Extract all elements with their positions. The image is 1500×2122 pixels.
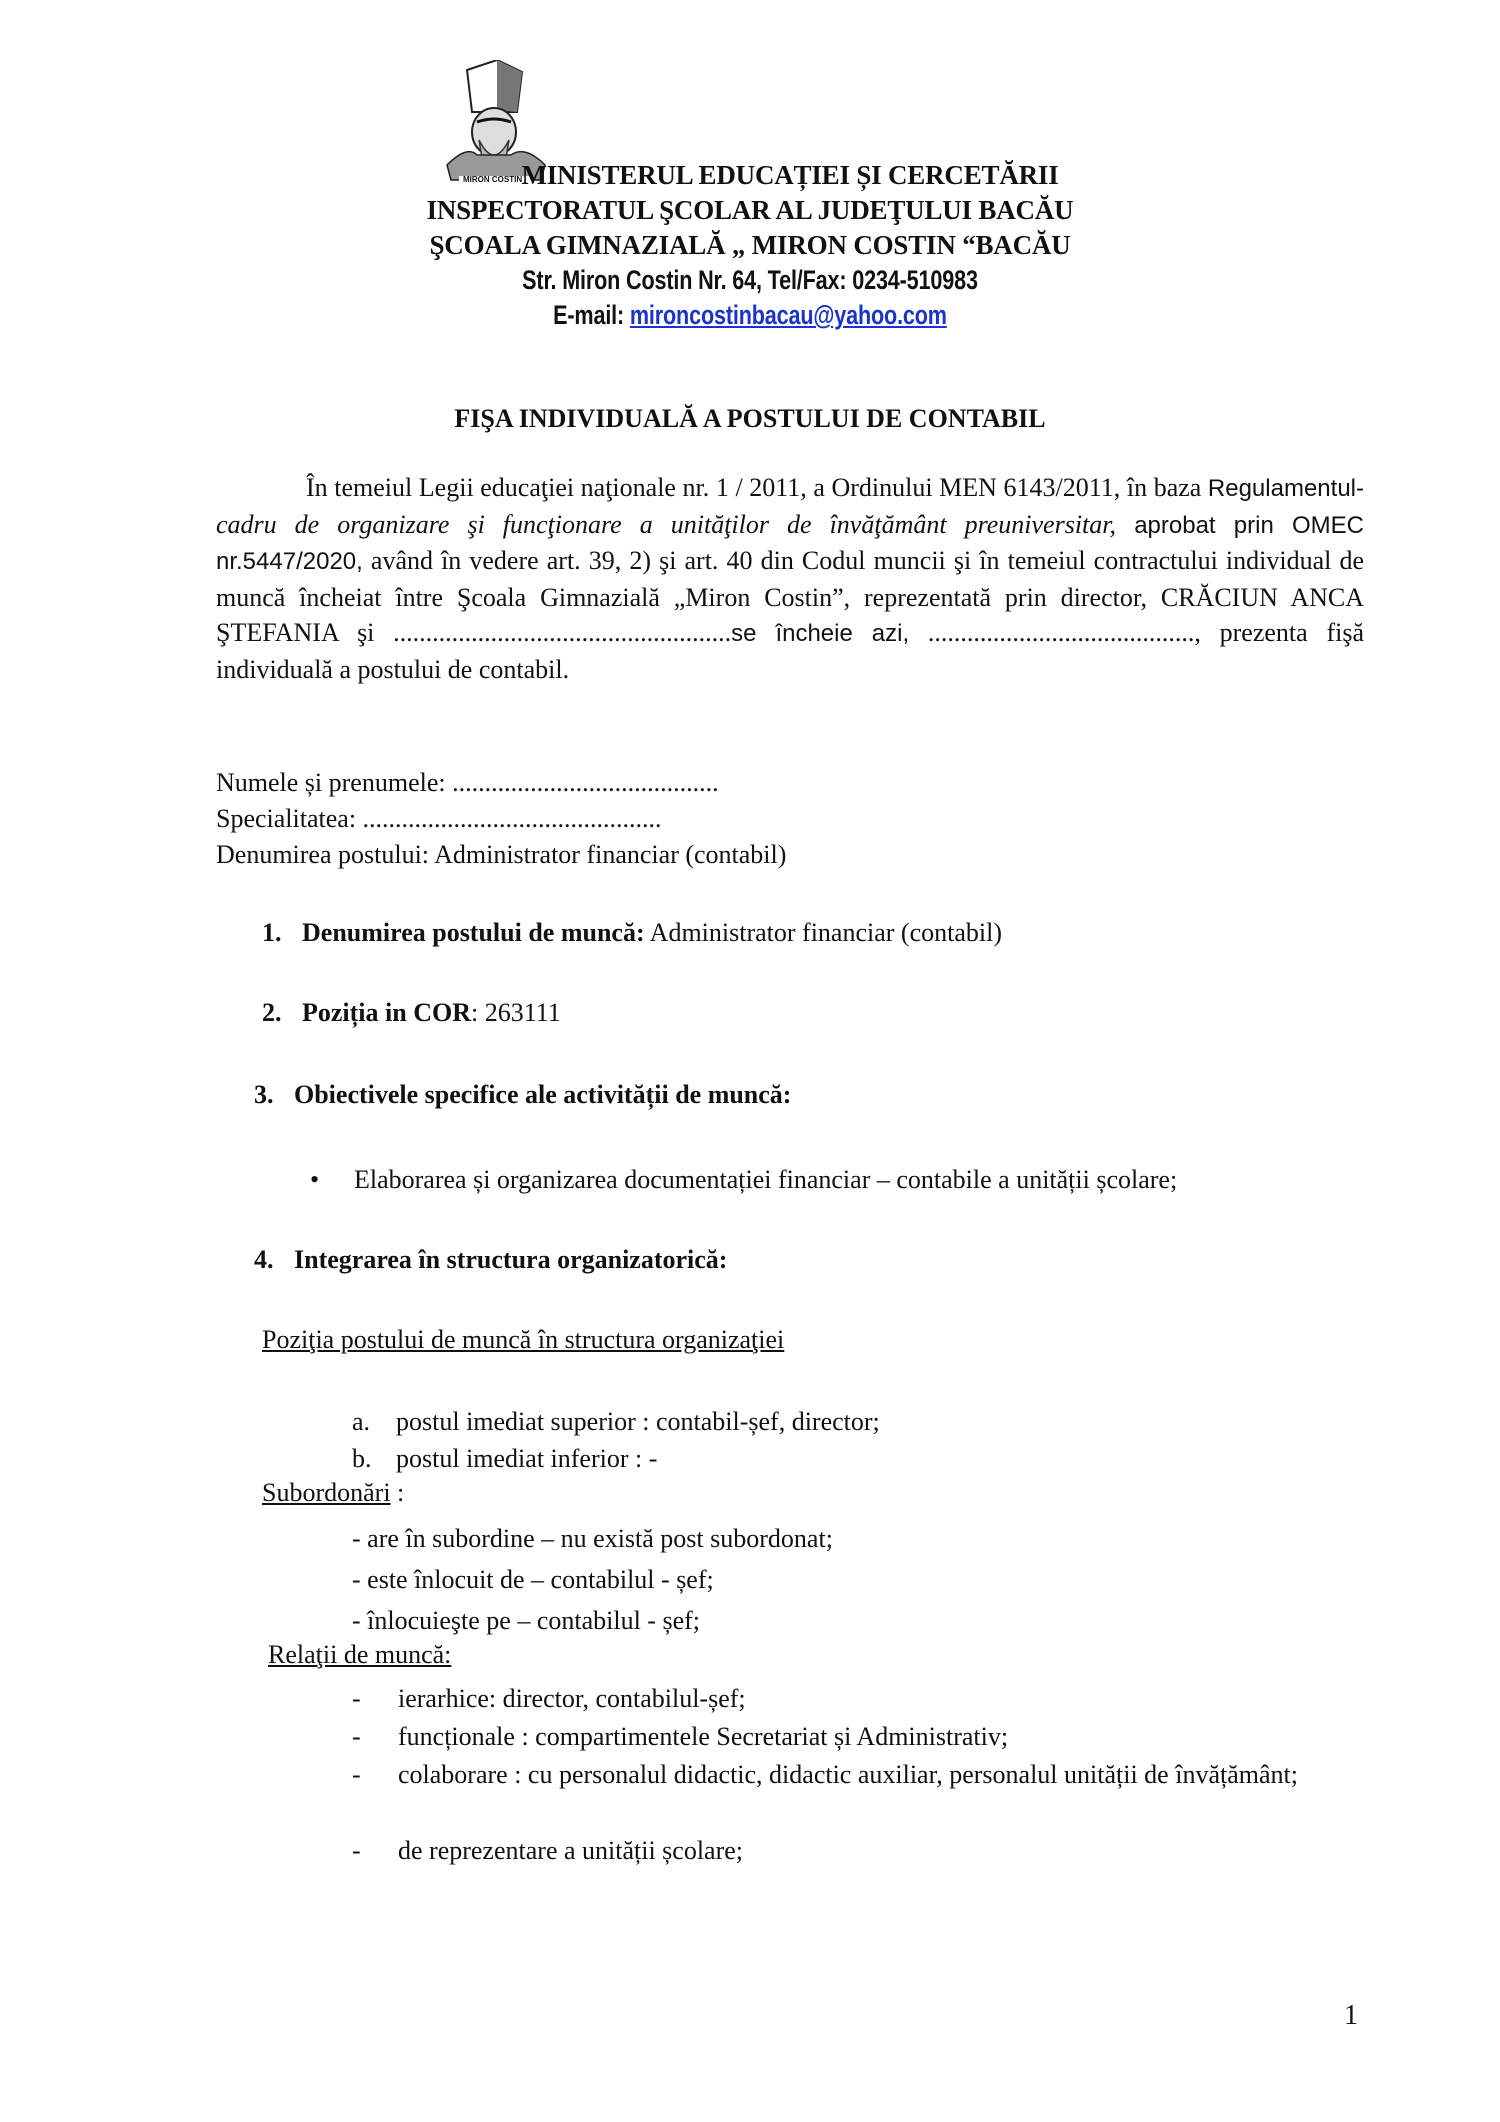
email-label: E-mail: (553, 300, 630, 330)
field-specialty (216, 801, 662, 837)
subordination-item: - este înlocuit de – contabilul - șef; (352, 1565, 714, 1594)
section-label: Poziția in COR (302, 998, 471, 1027)
field-value: .............................................. (362, 804, 662, 833)
relation-item: - de reprezentare a unității școlare; (352, 1832, 1364, 1870)
section-value: Administrator financiar (contabil) (644, 918, 1002, 947)
relations-heading: Relaţii de muncă: (268, 1640, 452, 1669)
bullet-icon: • (310, 1165, 320, 1194)
section-value: : 263111 (471, 998, 561, 1027)
relation-item: - ierarhice: director, contabilul-șef; (352, 1680, 1364, 1718)
email-line (150, 298, 1350, 332)
section-label: Obiectivele specifice ale activității de muncă: (294, 1080, 792, 1109)
field-label: Denumirea postului: (216, 840, 435, 869)
subordination-item: - înlocuieşte pe – contabilul - șef; (352, 1606, 701, 1635)
document-title: FIŞA INDIVIDUALĂ A POSTULUI DE CONTABIL (454, 404, 1046, 433)
section-1: 1. Denumirea postului de muncă: Administrator financiar (contabil) (262, 918, 1002, 947)
section-4: 4. Integrarea în structura organizatorică: (254, 1245, 728, 1274)
ministry-name: MINISTERUL EDUCAȚIEI ȘI CERCETĂRII (521, 160, 1059, 190)
objective-item: • Elaborarea și organizarea documentației financiar – contabile a unității școlare; (310, 1165, 1178, 1194)
position-heading: Poziţia postului de muncă în structura organizaţiei (262, 1325, 785, 1354)
subordination-heading: Subordonări : (262, 1478, 405, 1507)
intro-paragraph: În temeiul Legii educaţiei naţionale nr. 1 / 2011, a Ordinului MEN 6143/2011, în baza Regulamentul-cadru de organizare şi funcţionare a unităţilor de învăţământ preuniversitar, aprobat prin OMEC nr.5447/2020, având în vedere art. 39, 2) şi art. 40 din Codul muncii şi în temeiul contractului individual de muncă încheiat între Şcoala Gimnazială „Miron Costin”, reprezentată prin director, CRĂCIUN ANCA ŞTEFANIA şi ....................................................se încheie azi, ........................................., prezenta fişă individuală a postului de contabil. (216, 473, 1365, 684)
email-link[interactable]: mironcostinbacau@yahoo.com (629, 300, 947, 330)
position-item: a. postul imediat superior : contabil-șef, director; (352, 1407, 880, 1436)
page-number: 1 (1344, 2000, 1358, 2031)
field-value: ......................................... (452, 768, 719, 797)
position-item: b. postul imediat inferior : - (352, 1444, 658, 1473)
section-2: 2. Poziția in COR: 263111 (262, 998, 561, 1027)
school-name: ŞCOALA GIMNAZIALĂ „ MIRON COSTIN “BACĂU (429, 230, 1071, 260)
inspectorate-name: INSPECTORATUL ŞCOLAR AL JUDEŢULUI BACĂU (426, 195, 1074, 225)
dash-marker: - (352, 1760, 361, 1789)
section-label: Integrarea în structura organizatorică: (294, 1245, 728, 1274)
relation-item: - colaborare : cu personalul didactic, didactic auxiliar, personalul unității de învățământ; (352, 1756, 1364, 1794)
subordination-item: - are în subordine – nu există post subordonat; (352, 1524, 833, 1553)
dash-marker: - (352, 1684, 361, 1713)
field-label: Specialitatea: (216, 804, 363, 833)
field-value: Administrator financiar (contabil) (434, 840, 787, 869)
logo-caption: MIRON COSTIN (463, 175, 523, 184)
dash-marker: - (352, 1722, 361, 1751)
school-address: Str. Miron Costin Nr. 64, Tel/Fax: 0234-510983 (522, 265, 978, 295)
field-label: Numele și prenumele: (216, 768, 453, 797)
section-3: 3. Obiectivele specifice ale activității de muncă: (254, 1080, 792, 1109)
field-job-title (216, 837, 786, 873)
section-label: Denumirea postului de muncă: (302, 918, 645, 947)
relation-item: - funcționale : compartimentele Secretariat și Administrativ; (352, 1718, 1364, 1756)
field-name (216, 765, 719, 801)
dash-marker: - (352, 1836, 361, 1865)
